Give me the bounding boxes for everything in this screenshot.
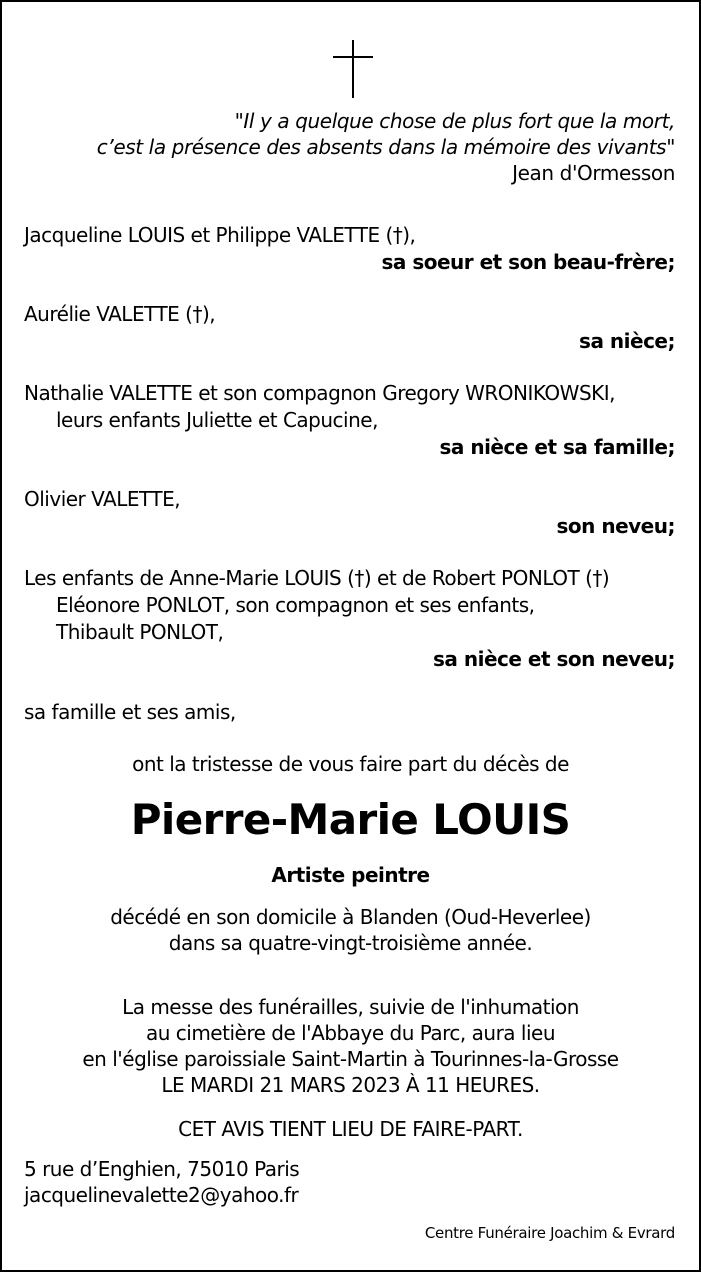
funeral-line-2: au cimetière de l'Abbaye du Parc, aura lieu xyxy=(145,1021,556,1045)
contact-email: jacquelinevalette2@yahoo.fr xyxy=(24,1183,299,1207)
mourner-relation: son neveu; xyxy=(556,514,675,538)
quote-line-1: "Il y a quelque chose de plus fort que la mort, xyxy=(234,109,675,133)
mourner-name: Nathalie VALETTE et son compagnon Gregory WRONIKOWSKI, xyxy=(24,381,616,405)
quote-line-2: c’est la présence des absents dans la mémoire des vivants" xyxy=(96,135,675,159)
mourner-name: Olivier VALETTE, xyxy=(24,487,181,511)
contact-address: 5 rue d’Enghien, 75010 Paris xyxy=(24,1157,300,1181)
death-line-2: dans sa quatre-vingt-troisième année. xyxy=(168,931,533,955)
deceased-name: Pierre-Marie LOUIS xyxy=(130,795,571,844)
quote-author: Jean d'Ormesson xyxy=(512,161,675,185)
death-line-1: décédé en son domicile à Blanden (Oud-Heverlee) xyxy=(110,905,591,929)
announcement: ont la tristesse de vous faire part du décès de xyxy=(132,752,569,776)
mourner-relation: sa nièce et sa famille; xyxy=(439,435,675,459)
mourner-sub: leurs enfants Juliette et Capucine, xyxy=(56,408,378,432)
mourner-name: Aurélie VALETTE (†), xyxy=(24,302,216,326)
funeral-line-3: en l'église paroissiale Saint-Martin à Tourinnes-la-Grosse xyxy=(82,1047,619,1071)
funeral-line-4: LE MARDI 21 MARS 2023 À 11 HEURES. xyxy=(161,1073,540,1097)
mourner-relation: sa nièce et son neveu; xyxy=(433,647,675,671)
family-line: sa famille et ses amis, xyxy=(24,700,236,724)
mourner-name: Jacqueline LOUIS et Philippe VALETTE (†), xyxy=(24,223,416,247)
cross-icon xyxy=(333,40,373,98)
mourner-sub: Thibault PONLOT, xyxy=(56,620,224,644)
mourner-relation: sa nièce; xyxy=(579,329,675,353)
mourner-name: Les enfants de Anne-Marie LOUIS (†) et de Robert PONLOT (†) xyxy=(24,566,610,590)
funeral-line-1: La messe des funérailles, suivie de l'inhumation xyxy=(122,995,579,1019)
deceased-profession: Artiste peintre xyxy=(271,863,430,887)
mourner-relation: sa soeur et son beau-frère; xyxy=(381,250,675,274)
funeral-home: Centre Funéraire Joachim & Evrard xyxy=(424,1224,675,1242)
notice-line: CET AVIS TIENT LIEU DE FAIRE-PART. xyxy=(178,1117,523,1141)
mourner-sub: Eléonore PONLOT, son compagnon et ses enfants, xyxy=(56,593,535,617)
epigraph-quote xyxy=(97,108,675,160)
